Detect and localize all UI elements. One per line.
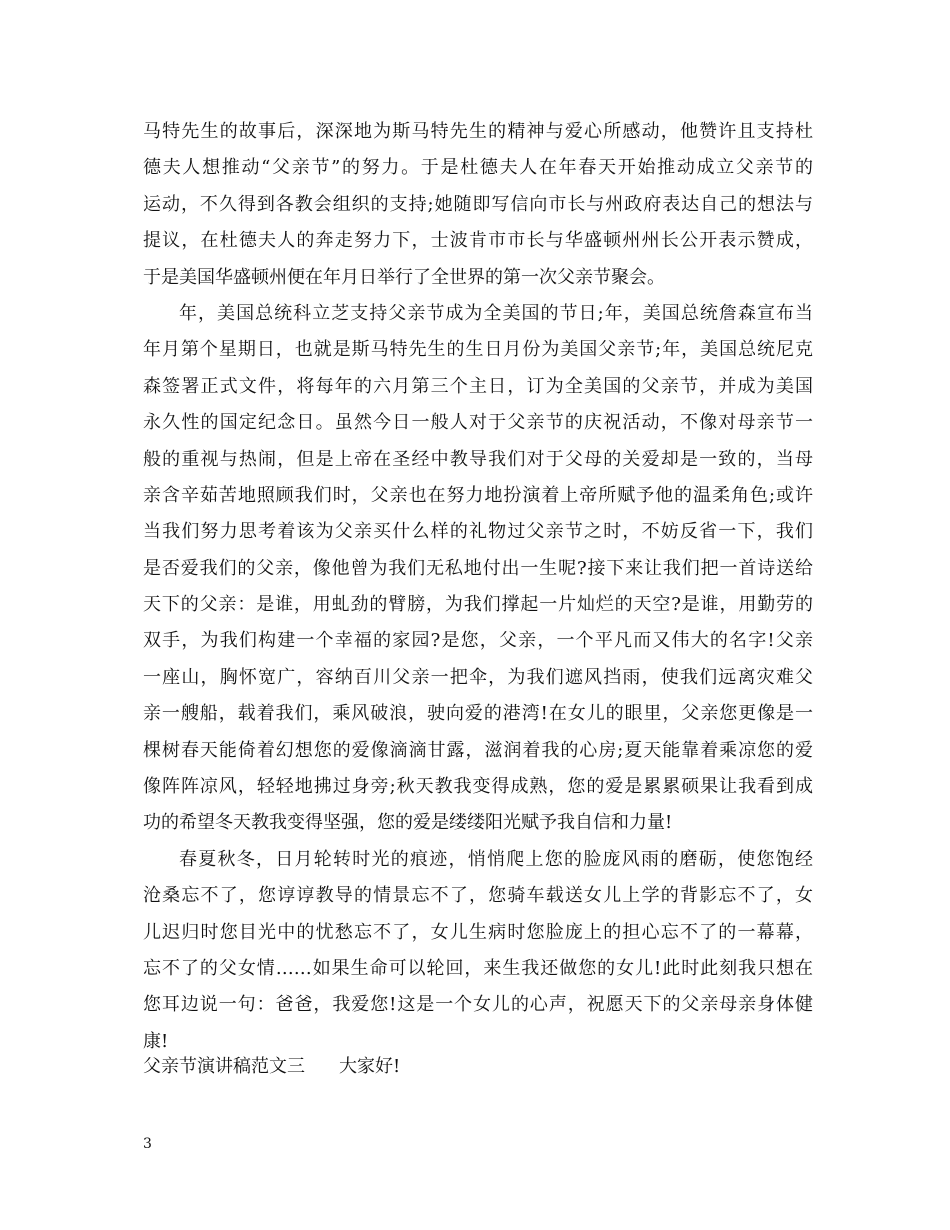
paragraph-line: 康! bbox=[143, 1030, 169, 1052]
greeting-text: 大家好! bbox=[339, 1056, 401, 1077]
paragraph-line: 般的重视与热闹，但是上帝在圣经中教导我们对于父母的关爱却是一致的，当母 bbox=[143, 448, 813, 470]
body-text bbox=[143, 114, 813, 1060]
paragraph-line: 儿迟归时您目光中的忧愁忘不了，女儿生病时您脸庞上的担心忘不了的一幕幕， bbox=[143, 921, 813, 943]
paragraph-line: 您耳边说一句：爸爸，我爱您!这是一个女儿的心声，祝愿天下的父亲母亲身体健 bbox=[143, 994, 813, 1016]
paragraph-line: 德夫人想推动“父亲节”的努力。于是杜德夫人在年春天开始推动成立父亲节的 bbox=[143, 157, 813, 179]
paragraph-line: 忘不了的父女情……如果生命可以轮回，来生我还做您的女儿!此时此刻我只想在 bbox=[143, 957, 813, 979]
paragraph-line: 棵树春天能倚着幻想您的爱像滴滴甘露，滋润着我的心房;夏天能靠着乘凉您的爱 bbox=[143, 739, 813, 761]
paragraph-line: 运动，不久得到各教会组织的支持;她随即写信向市长与州政府表达自己的想法与 bbox=[143, 193, 813, 215]
paragraph-line: 当我们努力思考着该为父亲买什么样的礼物过父亲节之时，不妨反省一下，我们 bbox=[143, 521, 813, 543]
paragraph-line: 是否爱我们的父亲，像他曾为我们无私地付出一生呢?接下来让我们把一首诗送给 bbox=[143, 557, 813, 579]
paragraph-line: 年，美国总统科立芝支持父亲节成为全美国的节日;年，美国总统詹森宣布当 bbox=[179, 302, 813, 324]
section-heading-line bbox=[143, 1052, 400, 1082]
paragraph-line: 亲含辛茹苦地照顾我们时，父亲也在努力地扮演着上帝所赋予他的温柔角色;或许 bbox=[143, 484, 813, 506]
paragraph-line: 永久性的国定纪念日。虽然今日一般人对于父亲节的庆祝活动，不像对母亲节一 bbox=[143, 412, 813, 434]
paragraph bbox=[143, 296, 813, 842]
paragraph-line: 双手，为我们构建一个幸福的家园?是您，父亲，一个平凡而又伟大的名字!父亲 bbox=[143, 630, 813, 652]
paragraph-line: 像阵阵凉风，轻轻地拂过身旁;秋天教我变得成熟，您的爱是累累硕果让我看到成 bbox=[143, 776, 813, 798]
paragraph-line: 天下的父亲：是谁，用虬劲的臂膀，为我们撑起一片灿烂的天空?是谁，用勤劳的 bbox=[143, 594, 813, 616]
paragraph-line: 年月第个星期日，也就是斯马特先生的生日月份为美国父亲节;年，美国总统尼克 bbox=[143, 339, 813, 361]
paragraph bbox=[143, 114, 813, 296]
paragraph-line: 一座山，胸怀宽广，容纳百川父亲一把伞，为我们遮风挡雨，使我们远离灾难父 bbox=[143, 666, 813, 688]
paragraph-line: 功的希望冬天教我变得坚强，您的爱是缕缕阳光赋予我自信和力量! bbox=[143, 812, 673, 834]
paragraph-line: 提议，在杜德夫人的奔走努力下，士波肯市市长与华盛顿州州长公开表示赞成， bbox=[143, 230, 813, 252]
paragraph-line: 亲一艘船，载着我们，乘风破浪，驶向爱的港湾!在女儿的眼里，父亲您更像是一 bbox=[143, 703, 813, 725]
paragraph-line: 春夏秋冬，日月轮转时光的痕迹，悄悄爬上您的脸庞风雨的磨砺，使您饱经 bbox=[179, 848, 813, 870]
paragraph-line: 马特先生的故事后，深深地为斯马特先生的精神与爱心所感动，他赞许且支持杜 bbox=[143, 121, 813, 142]
paragraph bbox=[143, 842, 813, 1060]
paragraph-line: 沧桑忘不了，您谆谆教导的情景忘不了，您骑车载送女儿上学的背影忘不了，女 bbox=[143, 885, 813, 907]
page-number: 3 bbox=[143, 1136, 152, 1152]
paragraph-line: 于是美国华盛顿州便在年月日举行了全世界的第一次父亲节聚会。 bbox=[143, 266, 665, 288]
paragraph-line: 森签署正式文件，将每年的六月第三个主日，订为全美国的父亲节，并成为美国 bbox=[143, 375, 813, 397]
section-heading: 父亲节演讲稿范文三 bbox=[143, 1056, 305, 1077]
